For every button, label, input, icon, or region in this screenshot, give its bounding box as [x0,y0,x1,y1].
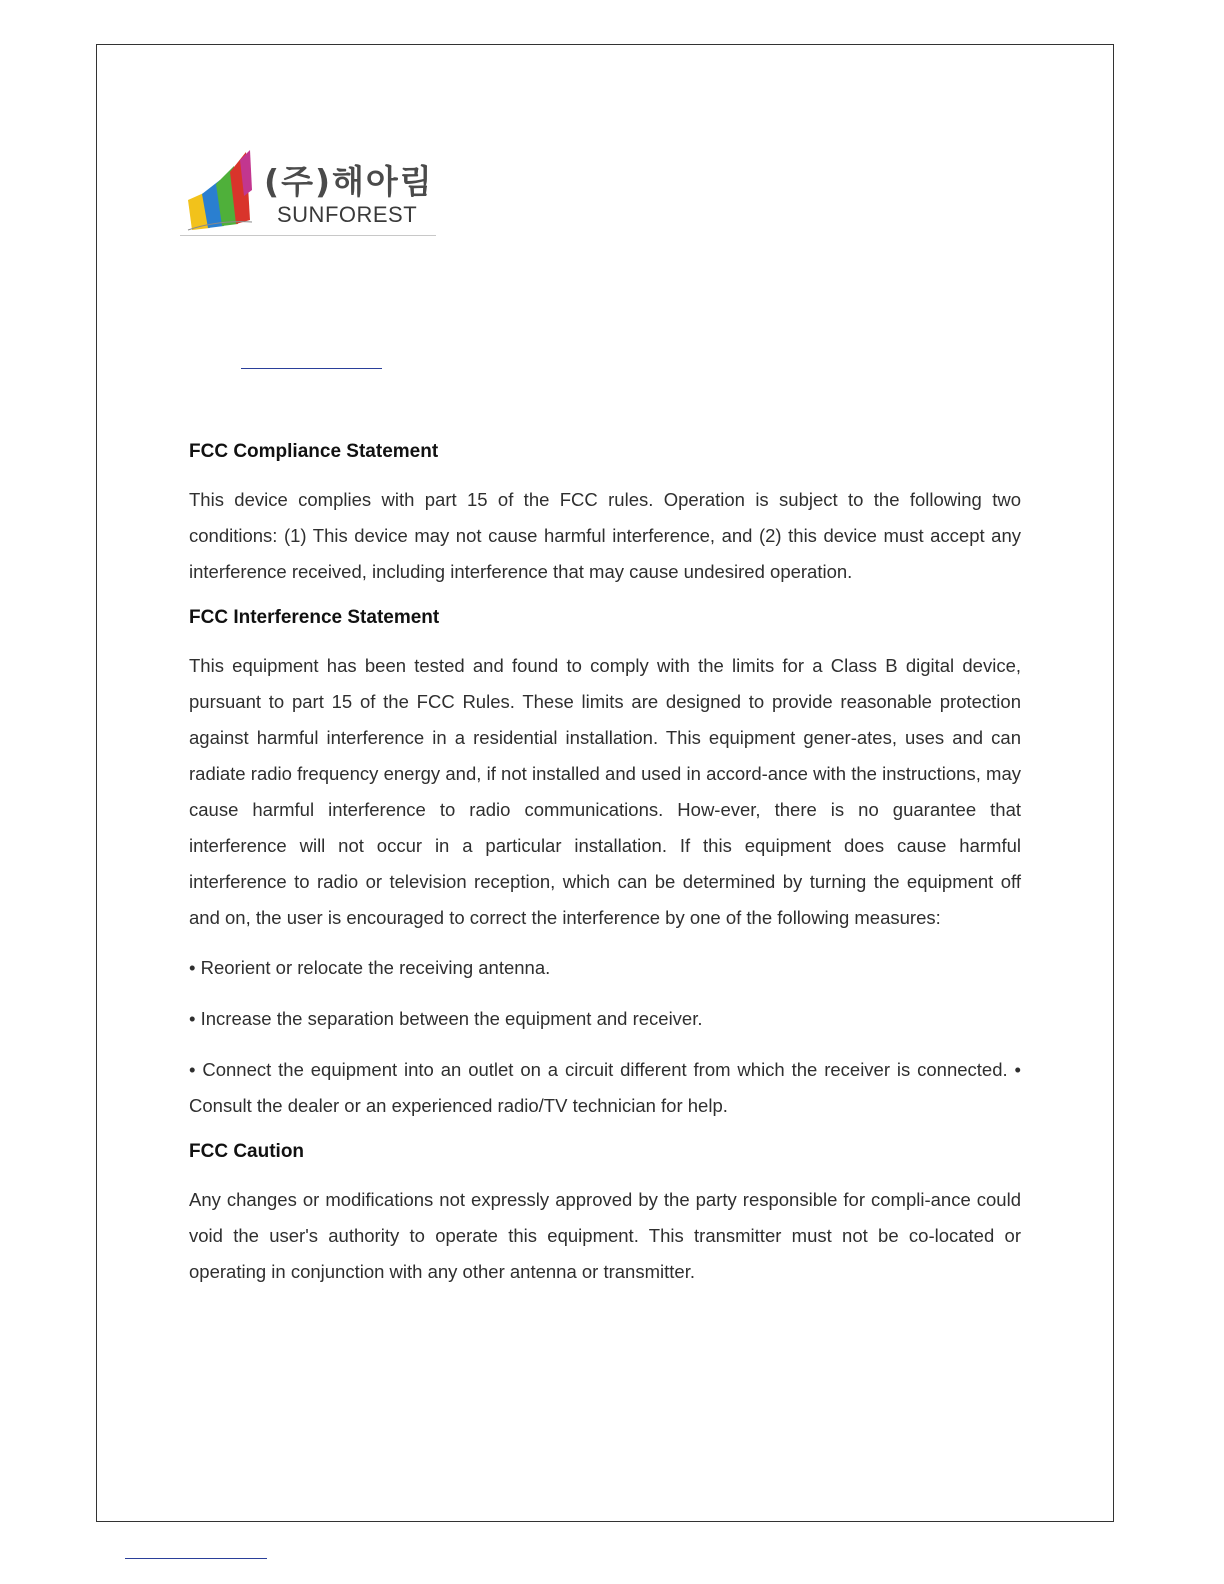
company-logo [180,150,436,238]
footer-rule [125,1558,267,1559]
measure-item: • Connect the equipment into an outlet on a circuit different from which the receiver is connected. • Consult the dealer or an experienced radio/TV technician for help. [189,1059,1021,1116]
fcc-statement-content [189,438,1021,1304]
logo-korean-name: (주)해아림 [264,162,434,201]
measure-item: • Reorient or relocate the receiving antenna. [189,957,551,978]
logo-underline [180,235,436,236]
caution-heading: FCC Caution [189,1141,305,1162]
caution-body: Any changes or modifications not expressly approved by the party responsible for compli-ance could void the user's authority to operate this equipment. This transmitter must not be co-located or operating in conjunction with any other antenna or transmitter. [189,1189,1021,1282]
interference-heading: FCC Interference Statement [189,607,440,628]
header-rule [241,368,382,369]
sunforest-logo-mark-icon [184,150,254,234]
logo-english-name: SUNFOREST [277,202,418,227]
compliance-body: This device complies with part 15 of the FCC rules. Operation is subject to the following two conditions: (1) This device may not cause harmful interference, and (2) this device must accept any interference received, including interference that may cause undesired operation. [189,489,1021,582]
measure-item: • Increase the separation between the equipment and receiver. [189,1008,703,1029]
compliance-heading: FCC Compliance Statement [189,441,439,462]
interference-body: This equipment has been tested and found to comply with the limits for a Class B digital device, pursuant to part 15 of the FCC Rules. These limits are designed to provide reasonable protection against harmful interference in a residential installation. This equipment gener-ates, uses and can radiate radio frequency energy and, if not installed and used in accord-ance with the instructions, may cause harmful interference to radio communications. How-ever, there is no guarantee that interference will not occur in a particular installation. If this equipment does cause harmful interference to radio or television reception, which can be determined by turning the equipment off and on, the user is encouraged to correct the interference by one of the following measures: [189,655,1021,928]
